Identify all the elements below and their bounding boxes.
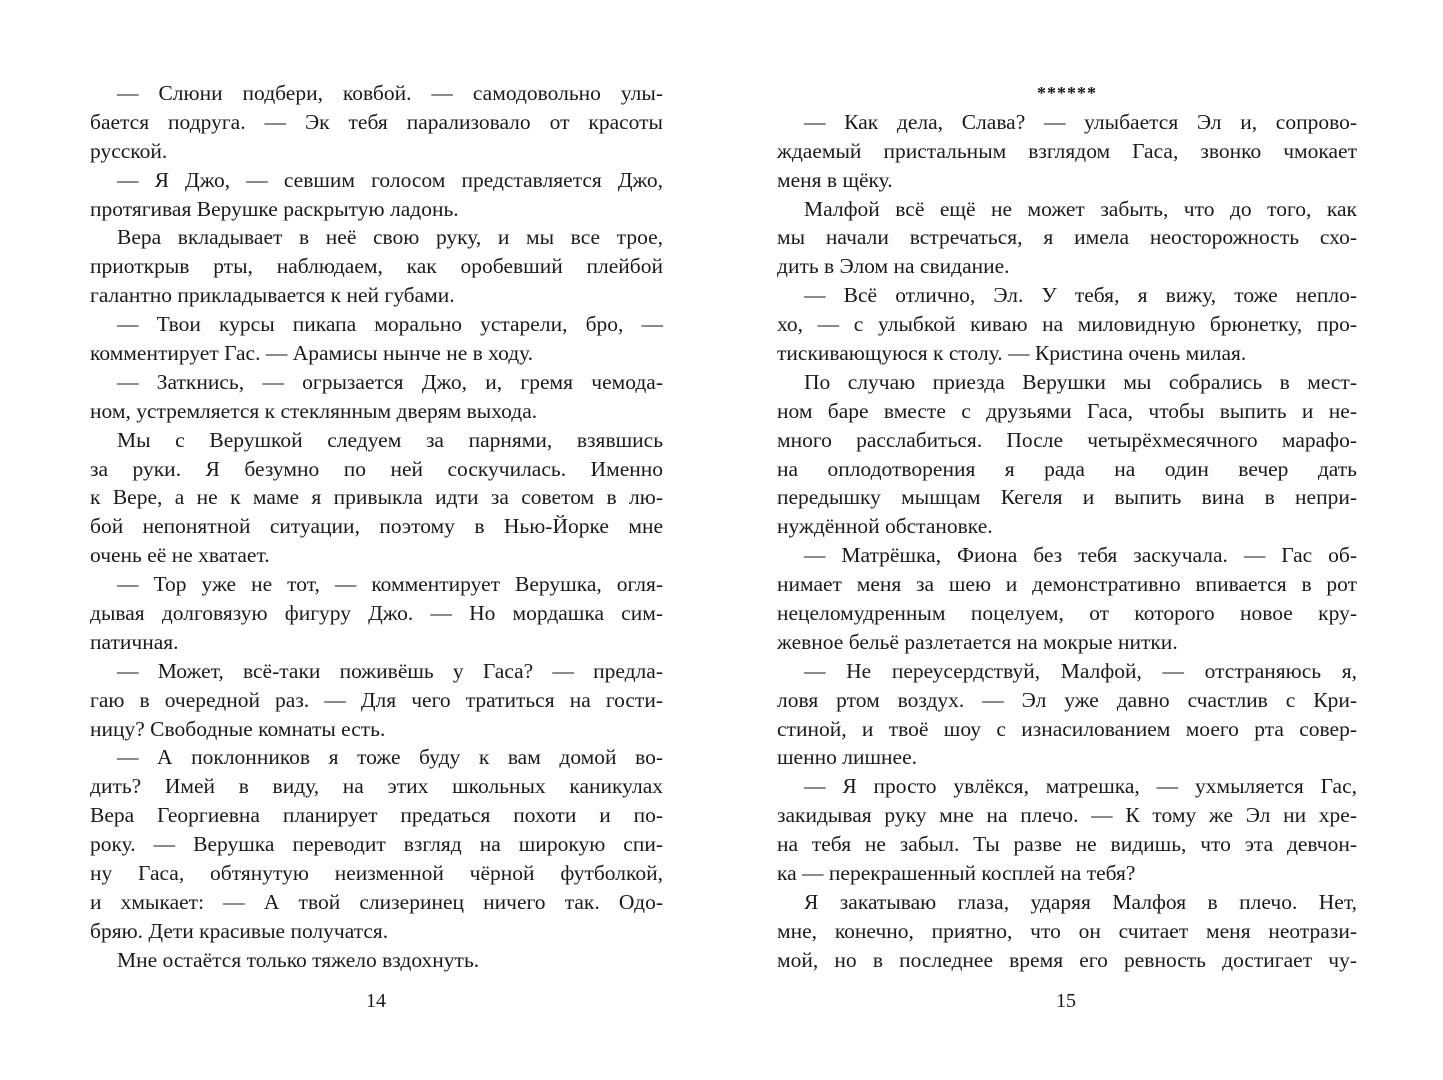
text-line: бается подруга. — Эк тебя парализовало от красоты [90, 109, 663, 134]
text-line: к Вере, а не к маме я привыкла идти за советом в лю- [90, 485, 663, 510]
text-line: протягивая Верушке раскрытую ладонь. [90, 196, 459, 221]
text-line: — А поклонников я тоже буду к вам домой во- [117, 745, 663, 770]
text-line: патичная. [90, 629, 179, 654]
text-line: По случаю приезда Верушки мы собрались в мест- [804, 369, 1357, 394]
text-line: дывая долговязую фигуру Джо. — Но мордашка сим- [90, 601, 663, 626]
text-line: на тебя не забыл. Ты разве не видишь, что эта девчон- [777, 832, 1357, 857]
text-line: — Не переусердствуй, Малфой, — отстраняюсь я, [804, 658, 1357, 683]
text-line: меня в щёку. [777, 167, 893, 192]
text-line: ка — перекрашенный косплей на тебя? [777, 861, 1136, 886]
text-line: закидывая руку мне на плечо. — К тому же Эл ни хре- [777, 803, 1357, 828]
right-page [721, 0, 1443, 1080]
text-line: нецеломудренным поцелуем, от которого новое кру- [777, 601, 1357, 626]
text-line: приоткрыв рты, наблюдаем, как оробевший плейбой [90, 254, 663, 279]
text-line: ждаемый пристальным взглядом Гаса, звонко чмокает [777, 138, 1357, 163]
right-page-text [777, 79, 1357, 975]
text-line: тискивающуюся к столу. — Кристина очень милая. [777, 341, 1247, 366]
text-line: — Я Джо, — севшим голосом представляется Джо, [117, 167, 663, 192]
text-line: дить в Элом на свидание. [777, 254, 1010, 279]
text-line: передышку мышцам Кегеля и выпить вина в непри- [777, 485, 1357, 510]
text-line: ном, устремляется к стеклянным дверям выхода. [90, 398, 538, 423]
text-line: Я закатываю глаза, ударяя Малфоя в плечо. Нет, [804, 889, 1357, 914]
text-line: ловя ртом воздух. — Эл уже давно счастлив с Кри- [777, 687, 1357, 712]
text-line: бряю. Дети красивые получатся. [90, 918, 389, 943]
text-line: за руки. Я безумно по ней соскучилась. Именно [90, 456, 663, 481]
section-separator: ****** [1037, 83, 1097, 103]
text-line: жевное бельё разлетается на мокрые нитки. [777, 629, 1178, 654]
text-line: нимает меня за шею и демонстративно впивается в рот [777, 572, 1357, 597]
text-line: ном баре вместе с друзьями Гаса, чтобы выпить и не- [777, 398, 1357, 423]
text-line: — Может, всё-таки поживёшь у Гаса? — предла- [117, 658, 663, 683]
text-line: — Заткнись, — огрызается Джо, и, гремя чемода- [117, 369, 663, 394]
text-line: мой, но в последнее время его ревность достигает чу- [777, 947, 1357, 972]
text-line: очень её не хватает. [90, 543, 270, 568]
text-line: — Как дела, Слава? — улыбается Эл и, сопрово- [804, 109, 1357, 134]
text-line: ну Гаса, обтянутую неизменной чёрной футболкой, [90, 861, 663, 886]
text-line: галантно прикладывается к ней губами. [90, 283, 455, 308]
text-line: Мне остаётся только тяжело вздохнуть. [117, 947, 480, 972]
text-line: мне, конечно, приятно, что он считает меня неотрази- [777, 918, 1357, 943]
text-line: — Матрёшка, Фиона без тебя заскучала. — Гас об- [804, 543, 1357, 568]
text-line: Вера Георгиевна планирует предаться похоти и по- [90, 803, 663, 828]
text-line: шенно лишнее. [777, 745, 917, 770]
text-line: — Тор уже не тот, — комментирует Верушка, огля- [117, 572, 663, 597]
text-line: Малфой всё ещё не может забыть, что до того, как [804, 196, 1357, 221]
text-line: хо, — с улыбкой киваю на миловидную брюнетку, про- [777, 312, 1357, 337]
text-line: Вера вкладывает в неё свою руку, и мы все трое, [117, 225, 663, 250]
text-line: дить? Имей в виду, на этих школьных каникулах [90, 774, 663, 799]
left-page [0, 0, 721, 1080]
left-page-number: 14 [366, 990, 386, 1012]
text-line: на оплодотворения я рада на один вечер дать [777, 456, 1357, 481]
text-line: бой непонятной ситуации, поэтому в Нью-Йорке мне [90, 514, 663, 539]
text-line: — Я просто увлёкся, матрешка, — ухмыляется Гас, [804, 774, 1357, 799]
text-line: русской. [90, 138, 168, 163]
text-line: — Всё отлично, Эл. У тебя, я вижу, тоже неплo- [804, 283, 1357, 308]
text-line: и хмыкает: — А твой слизеринец ничего так. Одо- [90, 889, 663, 914]
left-page-text [90, 79, 663, 975]
text-line: мы начали встречаться, я имела неосторожность схо- [777, 225, 1357, 250]
text-line: нуждённой обстановке. [777, 514, 993, 539]
text-line: стиной, и твоё шоу с изнасилованием моего рта совер- [777, 716, 1357, 741]
text-line: ницу? Свободные комнаты есть. [90, 716, 386, 741]
text-line: много расслабиться. После четырёхмесячного марафо- [777, 427, 1357, 452]
text-line: комментирует Гас. — Арамисы нынче не в ходу. [90, 341, 534, 366]
text-line: — Твои курсы пикапа морально устарели, бро, — [117, 312, 663, 337]
text-line: — Слюни подбери, ковбой. — самодовольно улы- [117, 81, 663, 105]
right-page-number: 15 [1056, 990, 1076, 1012]
text-line: року. — Верушка переводит взгляд на широкую спи- [90, 832, 663, 857]
text-line: Мы с Верушкой следуем за парнями, взявшись [117, 427, 663, 452]
text-line: гаю в очередной раз. — Для чего тратиться на гости- [90, 687, 663, 712]
